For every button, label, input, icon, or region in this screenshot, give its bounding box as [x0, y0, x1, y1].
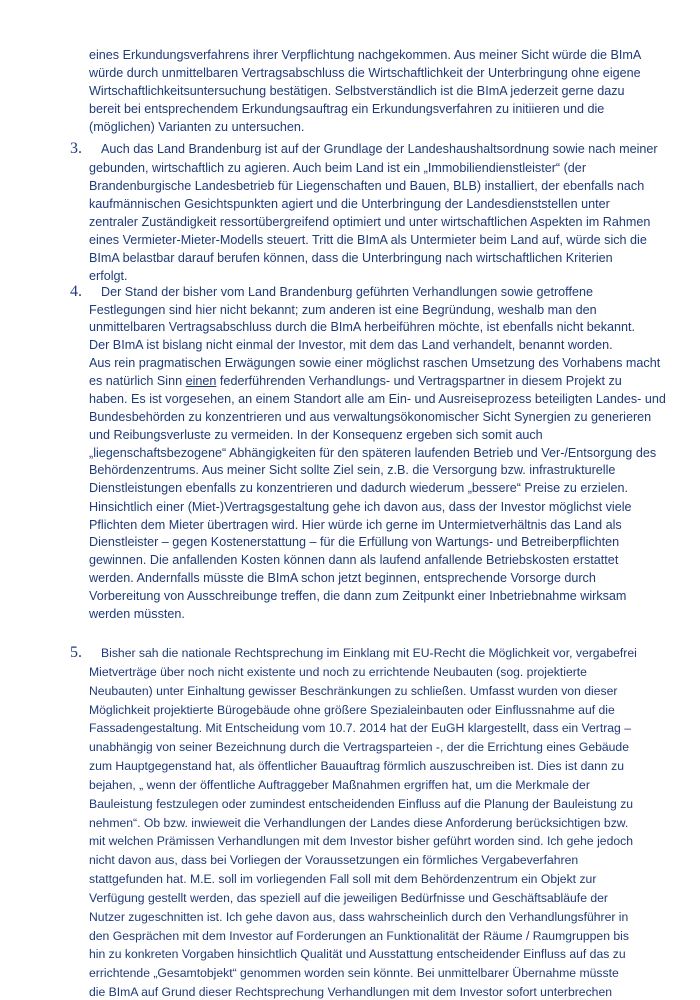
paragraph-4-line: und Reibungsverluste zu vermeiden. In der Konsequenz ergeben sich somit auch — [89, 427, 543, 442]
paragraph-3-line: BImA belastbar darauf berufen können, dass die Unterbringung nach wirtschaftlichen Kriterien — [89, 251, 613, 266]
paragraph-5-line: hin zu konkreten Vorgaben hinsichtlich Qualität und Ausstattung entscheidender Einfluss auf das zu — [89, 947, 626, 962]
intro-line: eines Erkundungsverfahrens ihrer Verpflichtung nachgekommen. Aus meiner Sicht würde die BImA — [89, 47, 642, 62]
intro-line: bereit bei entsprechendem Erkundungsauftrag ein Erkundungsverfahren zu initiieren und die — [89, 102, 605, 117]
paragraph-5-line: Fassadengestaltung. Mit Entscheidung vom 10.7. 2014 hat der EuGH klargestellt, dass ein Vertrag – — [89, 721, 631, 736]
paragraph-5-line: den Gesprächen mit dem Investor auf Forderungen an Funktionalität der Räume / Raumgruppen bis — [89, 928, 629, 943]
paragraph-5-line: Bisher sah die nationale Rechtsprechung im Einklang mit EU-Recht die Möglichkeit vor, vergabefrei — [101, 646, 637, 660]
intro-line: würde durch unmittelbaren Vertragsabschluss die Wirtschaftlichkeit der Unterbringung ohne eigene — [89, 65, 641, 80]
paragraph-3-line: gebunden, wirtschaftlich zu agieren. Auch beim Land ist ein „Immobiliendienstleister“ (der — [89, 160, 587, 175]
intro-line: (möglichen) Varianten zu untersuchen. — [89, 120, 305, 135]
paragraph-4-line: „liegenschaftsbezogene“ Abhängigkeiten für den späteren laufenden Betrieb und Ver-/Entsorgung des — [89, 446, 657, 460]
paragraph-4-line: Behördenzentrums. Aus meiner Sicht sollte Ziel sein, z.B. die Versorgung bzw. infrastrukturelle — [89, 463, 616, 478]
paragraph-5-line: bejahen, „ wenn der öffentliche Auftraggeber Maßnahmen ergriffen hat, um die Merkmale der — [89, 777, 590, 792]
paragraph-5-line: Mietverträge über noch nicht existente und noch zu errichtende Neubauten (sog. projektierte — [89, 664, 587, 679]
paragraph-3-line: kaufmännischen Gesichtspunkten agiert und die Unterbringung der Landesdienststellen unter — [89, 196, 610, 211]
paragraph-4-line — [89, 373, 622, 390]
paragraph-5-line: nicht davon aus, dass bei Vorliegen der Voraussetzungen ein förmliches Vergabeverfahren — [89, 853, 579, 868]
intro-line: Wirtschaftlichkeitsuntersuchung bestätigen. Selbstverständlich ist die BImA jederzeit gerne dazu — [89, 84, 625, 99]
paragraph-3-line: eines Vermieter-Mieter-Modells steuert. Tritt die BImA als Untermieter beim Land auf, würde sich die — [89, 233, 647, 248]
paragraph-4-line: gewinnen. Die anfallenden Kosten können dann als laufend anfallende Betriebskosten erstattet — [89, 553, 619, 567]
paragraph-4-line: werden müssten. — [89, 607, 185, 622]
paragraph-5-line: Bauleistung festzulegen oder zumindest entscheidenden Einfluss auf die Planung der Bauleistung zu — [89, 796, 634, 811]
paragraph-4-line: Vorbereitung von Ausschreibunge treffen, die dann zum Zeitpunkt einer Inbetriebnahme wirksam — [89, 589, 627, 604]
line-text: federführenden Verhandlungs- und Vertragspartner in diesem Projekt zu — [216, 374, 622, 389]
paragraph-4-line: Festlegungen sind hier nicht bekannt; zum anderen ist eine Begründung, weshalb man den — [89, 302, 597, 317]
paragraph-5-line: die BImA auf Grund dieser Rechtsprechung Verhandlungen mit dem Investor sofort unterbrechen — [89, 985, 613, 999]
paragraph-5-line: stattgefunden hat. M.E. soll im vorliegenden Fall soll mit dem Behördenzentrum ein Objekt zur — [89, 872, 597, 886]
paragraph-4-line: haben. Es ist vorgesehen, an einem Standort alle am Ein- und Ausreiseprozess beteiligten Landes- und — [89, 391, 666, 406]
paragraph-4-line: Pflichten dem Mieter übertragen wird. Hier würde ich gerne im Untermietverhältnis das Land als — [89, 517, 622, 532]
paragraph-4-line: werden. Andernfalls müsste die BImA schon jetzt beginnen, entsprechende Vorsorge durch — [89, 571, 596, 586]
paragraph-5-line: Möglichkeit projektierte Bürogebäude ohne größere Spezialeinbauten oder Einflussnahme auf die — [89, 702, 615, 717]
paragraph-4-line: Der BImA ist bislang nicht einmal der Investor, mit dem das Land verhandelt, benannt worden. — [89, 338, 613, 353]
paragraph-4-line: Bundesbehörden zu konzentrieren und aus verwaltungsökonomischer Sicht Synergien zu generieren — [89, 409, 652, 424]
paragraph-5-line: Nutzer zugeschnitten ist. Ich gehe davon aus, dass wahrscheinlich durch den Verhandlungsführer in — [89, 909, 629, 924]
paragraph-3-line: Auch das Land Brandenburg ist auf der Grundlage der Landeshaushaltsordnung sowie nach meiner — [101, 142, 658, 157]
paragraph-number-4: 4. — [70, 282, 82, 300]
paragraph-3-line: erfolgt. — [89, 269, 128, 284]
paragraph-3-line: zentraler Zuständigkeit ressortübergreifend optimiert und unter wirtschaftlichen Aspekten im Rahmen — [89, 214, 651, 229]
paragraph-4-line: Aus rein pragmatischen Erwägungen sowie einer möglichst raschen Umsetzung des Vorhabens macht — [89, 356, 661, 371]
paragraph-number-5: 5. — [70, 644, 82, 661]
line-text: es natürlich Sinn — [89, 374, 186, 389]
paragraph-4-line: Hinsichtlich einer (Miet-)Vertragsgestaltung gehe ich davon aus, dass der Investor möglichst viele — [89, 499, 632, 514]
paragraph-5-line: Verfügung gestellt werden, das speziell auf die jeweiligen Bedürfnisse und Geschäftsabläufe der — [89, 890, 608, 905]
paragraph-4-line: unmittelbaren Vertragsabschluss durch die BImA herbeiführen möchte, ist ebenfalls nicht bekannt. — [89, 320, 636, 334]
paragraph-5-line: zum Hauptgegenstand hat, als öffentlicher Bauauftrag förmlich auszuschreiben ist. Dies ist dann zu — [89, 759, 624, 773]
paragraph-4-line: Der Stand der bisher vom Land Brandenburg geführten Verhandlungen sowie getroffene — [101, 284, 593, 299]
paragraph-5-line: unabhängig von seiner Bezeichnung durch die Vertragsparteien -, der die Errichtung eines Gebäude — [89, 740, 629, 755]
paragraph-number-3: 3. — [70, 140, 82, 158]
underlined-word: einen — [185, 374, 217, 389]
paragraph-5-line: errichtende „Gesamtobjekt“ genommen worden sein könnte. Bei unmittelbarer Übernahme müsste — [89, 966, 619, 981]
paragraph-4-line: Dienstleister – gegen Kostenerstattung – für die Erfüllung von Wartungs- und Betreiberpflichten — [89, 534, 620, 549]
paragraph-5-line: nehmen“. Ob bzw. inwieweit die Verhandlungen der Landes diese Anforderung berücksichtigen bzw. — [89, 815, 629, 830]
paragraph-5-line: mit welchen Prämissen Verhandlungen mit dem Investor bisher geführt worden sind. Ich gehe jedoch — [89, 834, 633, 849]
paragraph-5-line: Neubauten) unter Einhaltung gewisser Beschränkungen zu schließen. Umfasst wurden von dieser — [89, 683, 618, 698]
paragraph-4-line: Dienstleistungen ebenfalls zu konzentrieren und dadurch wiederum „bessere“ Preise zu erzielen. — [89, 481, 629, 496]
paragraph-3-line: Brandenburgische Landesbetrieb für Liegenschaften und Bauen, BLB) installiert, der ebenfalls nach — [89, 178, 645, 193]
